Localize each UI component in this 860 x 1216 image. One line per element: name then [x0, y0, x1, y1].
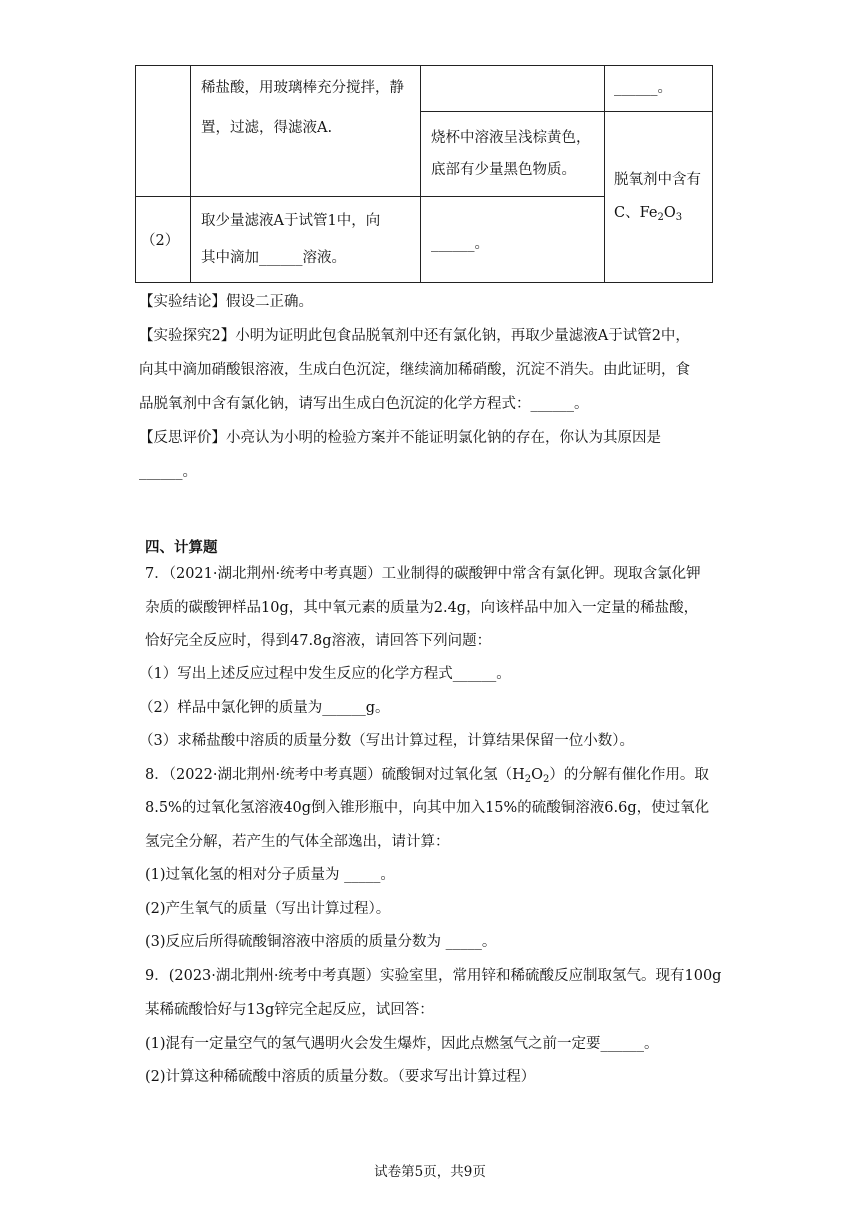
- conclusion-line1: 脱氧剂中含有: [614, 172, 701, 188]
- q7-line1: 7．（2021·湖北荆州·统考中考真题）工业制得的碳酸钾中常含有氯化钾。现取含氯化钾: [145, 566, 701, 582]
- row2-phenomenon-blank: ______。: [431, 236, 489, 252]
- q9-sub1: (1)混有一定量空气的氢气遇明火会发生爆炸，因此点燃氢气之前一定要______。: [145, 1036, 659, 1052]
- reflect-line2: ______。: [139, 464, 197, 480]
- section-heading: 四、计算题: [145, 540, 218, 556]
- page-footer: 试卷第5页，共9页: [374, 1164, 486, 1180]
- conclusion-line2: C、$Fe_2O_3$: [614, 205, 683, 223]
- q9-line1: 9．(2023·湖北荆州·统考中考真题）实验室里，常用锌和稀硫酸反应制取氢气。现有100g: [145, 968, 722, 984]
- q8-sub1: (1)过氧化氢的相对分子质量为 _____。: [145, 867, 395, 883]
- explore2-line1: 【实验探究2】小明为证明此包食品脱氧剂中还有氯化钠，再取少量滤液A于试管2中，: [139, 328, 690, 344]
- q8-line3: 氢完全分解，若产生的气体全部逸出，请计算：: [145, 834, 450, 850]
- explore2-line3: 品脱氧剂中含有氯化钠，请写出生成白色沉淀的化学方程式：______。: [139, 396, 589, 412]
- row2-number: （2）: [141, 233, 180, 249]
- q8-line2: 8.5%的过氧化氢溶液40g倒入锥形瓶中，向其中加入15%的硫酸铜溶液6.6g，使过氧化: [145, 800, 710, 816]
- q9-sub2: (2)计算这种稀硫酸中溶质的质量分数。（要求写出计算过程）: [145, 1069, 536, 1085]
- q7-line3: 恰好完全反应时，得到47.8g溶液，请回答下列问题：: [145, 633, 492, 649]
- reflect-line1: 【反思评价】小亮认为小明的检验方案并不能证明氯化钠的存在，你认为其原因是: [139, 430, 661, 446]
- q7-sub1: （1）写出上述反应过程中发生反应的化学方程式______。: [139, 666, 511, 682]
- experiment-table: [135, 65, 713, 283]
- row1-conclusion-blank: ______。: [614, 80, 672, 96]
- q8-line1: 8．（2022·湖北荆州·统考中考真题）硫酸铜对过氧化氢$(H_2O_2)$的分解有催化作用。取: [145, 767, 709, 785]
- q7-sub3: （3）求稀盐酸中溶质的质量分数（写出计算过程，计算结果保留一位小数）。: [139, 733, 634, 749]
- q8-sub3: (3)反应后所得硫酸铜溶液中溶质的质量分数为 _____。: [145, 934, 497, 950]
- row2-step-line1: 取少量滤液A于试管1中，向: [201, 213, 381, 229]
- row1-step-line2: 置，过滤，得滤液A.: [201, 120, 333, 136]
- q8-sub2: (2)产生氧气的质量（写出计算过程）。: [145, 901, 391, 917]
- row2-step-line2: 其中滴加______溶液。: [201, 250, 346, 266]
- explore2-line2: 向其中滴加硝酸银溶液，生成白色沉淀，继续滴加稀硝酸，沉淀不消失。由此证明，食: [139, 362, 690, 378]
- row1-phenomenon-line2: 底部有少量黑色物质。: [431, 162, 576, 178]
- experiment-conclusion: 【实验结论】假设二正确。: [139, 294, 313, 310]
- row1-step-line1: 稀盐酸，用玻璃棒充分搅拌，静: [201, 80, 404, 96]
- q9-line2: 某稀硫酸恰好与13g锌完全起反应，试回答：: [145, 1002, 434, 1018]
- q7-sub2: （2）样品中氯化钾的质量为______g。: [139, 700, 390, 716]
- q7-line2: 杂质的碳酸钾样品10g，其中氧元素的质量为2.4g，向该样品中加入一定量的稀盐酸，: [145, 600, 699, 616]
- row1-phenomenon-line1: 烧杯中溶液呈浅棕黄色，: [431, 130, 591, 146]
